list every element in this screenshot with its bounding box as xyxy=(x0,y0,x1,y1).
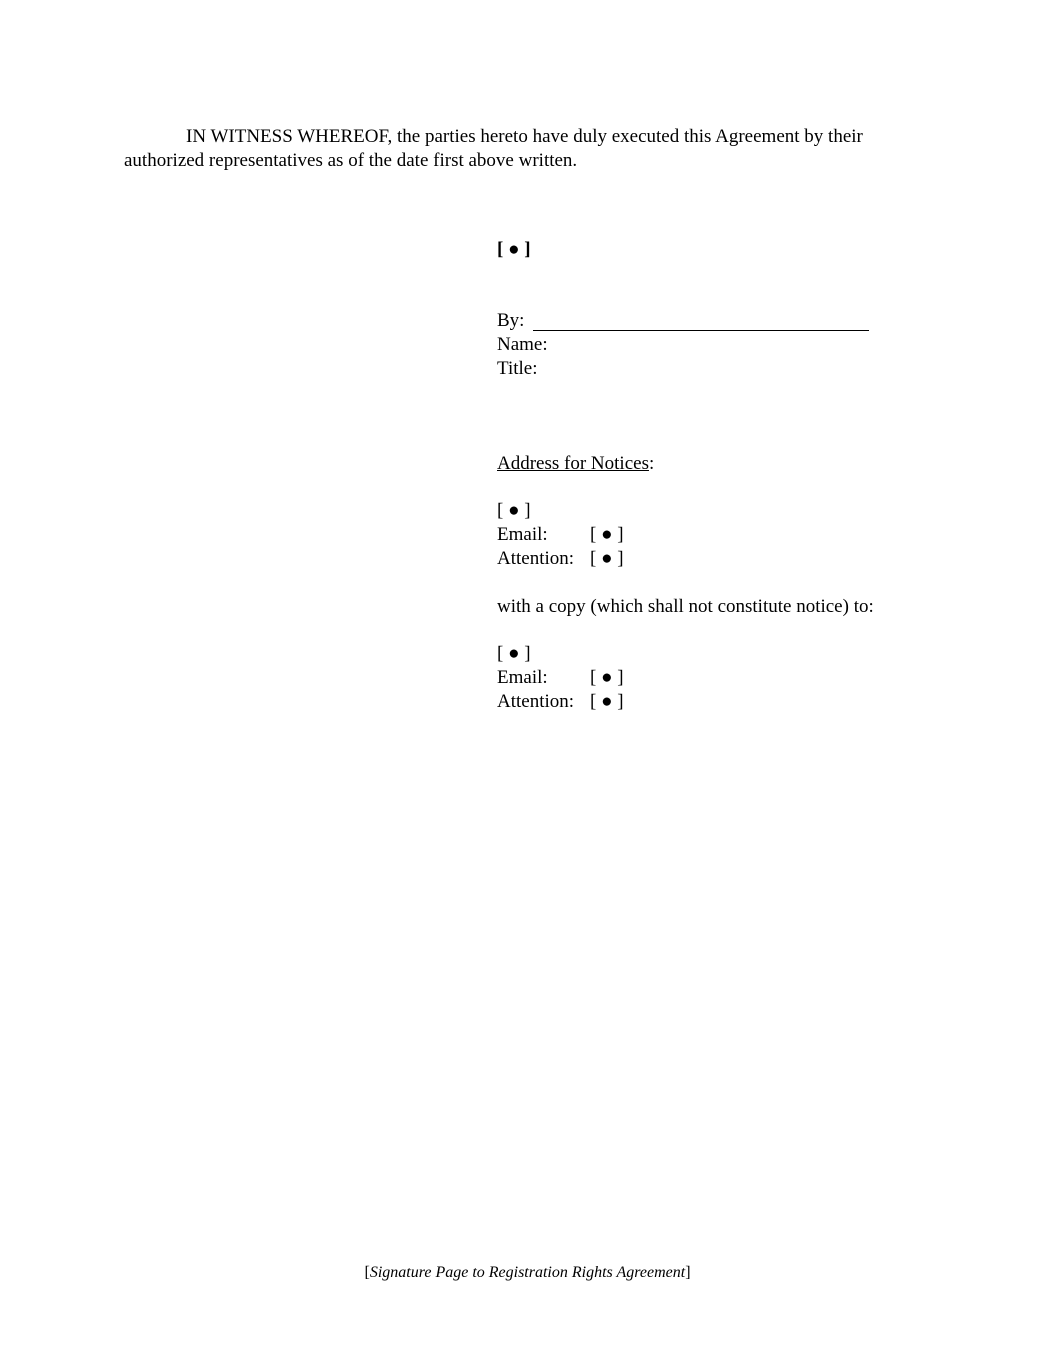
notices-email-value: [ ● ] xyxy=(590,524,624,545)
copy-attention-label: Attention: xyxy=(497,691,575,712)
copy-address-placeholder: [ ● ] xyxy=(497,643,531,664)
copy-attention-row xyxy=(497,690,624,714)
notices-attention-value: [ ● ] xyxy=(590,548,624,569)
name-label: Name: xyxy=(497,334,548,355)
copy-email-label: Email: xyxy=(497,667,548,688)
copy-email-row xyxy=(497,666,624,690)
signature-line[interactable] xyxy=(533,330,869,331)
copy-intro: with a copy (which shall not constitute notice) to: xyxy=(497,596,874,617)
notices-address-placeholder: [ ● ] xyxy=(497,500,531,521)
footer-text: Signature Page to Registration Rights Agreement xyxy=(369,1264,686,1281)
by-label: By: xyxy=(497,310,525,331)
notices-attention-label: Attention: xyxy=(497,548,575,569)
notices-attention-row xyxy=(497,547,624,571)
copy-email-value: [ ● ] xyxy=(590,667,624,688)
witness-line-2: authorized representatives as of the date first above written. xyxy=(124,150,578,171)
witness-line-1: IN WITNESS WHEREOF, the parties hereto have duly executed this Agreement by their xyxy=(186,126,863,147)
notices-heading xyxy=(497,452,654,476)
footer-close-bracket: ] xyxy=(685,1264,691,1281)
copy-attention-value: [ ● ] xyxy=(590,691,624,712)
notices-heading-text: Address for Notices xyxy=(497,453,649,474)
notices-email-row xyxy=(497,523,624,547)
party-name-placeholder: [ ● ] xyxy=(497,239,531,260)
notices-email-label: Email: xyxy=(497,524,548,545)
notices-heading-colon: : xyxy=(648,453,655,474)
footer-open-bracket: [ xyxy=(364,1264,370,1281)
title-label: Title: xyxy=(497,358,538,379)
page-footer xyxy=(0,1262,1055,1284)
